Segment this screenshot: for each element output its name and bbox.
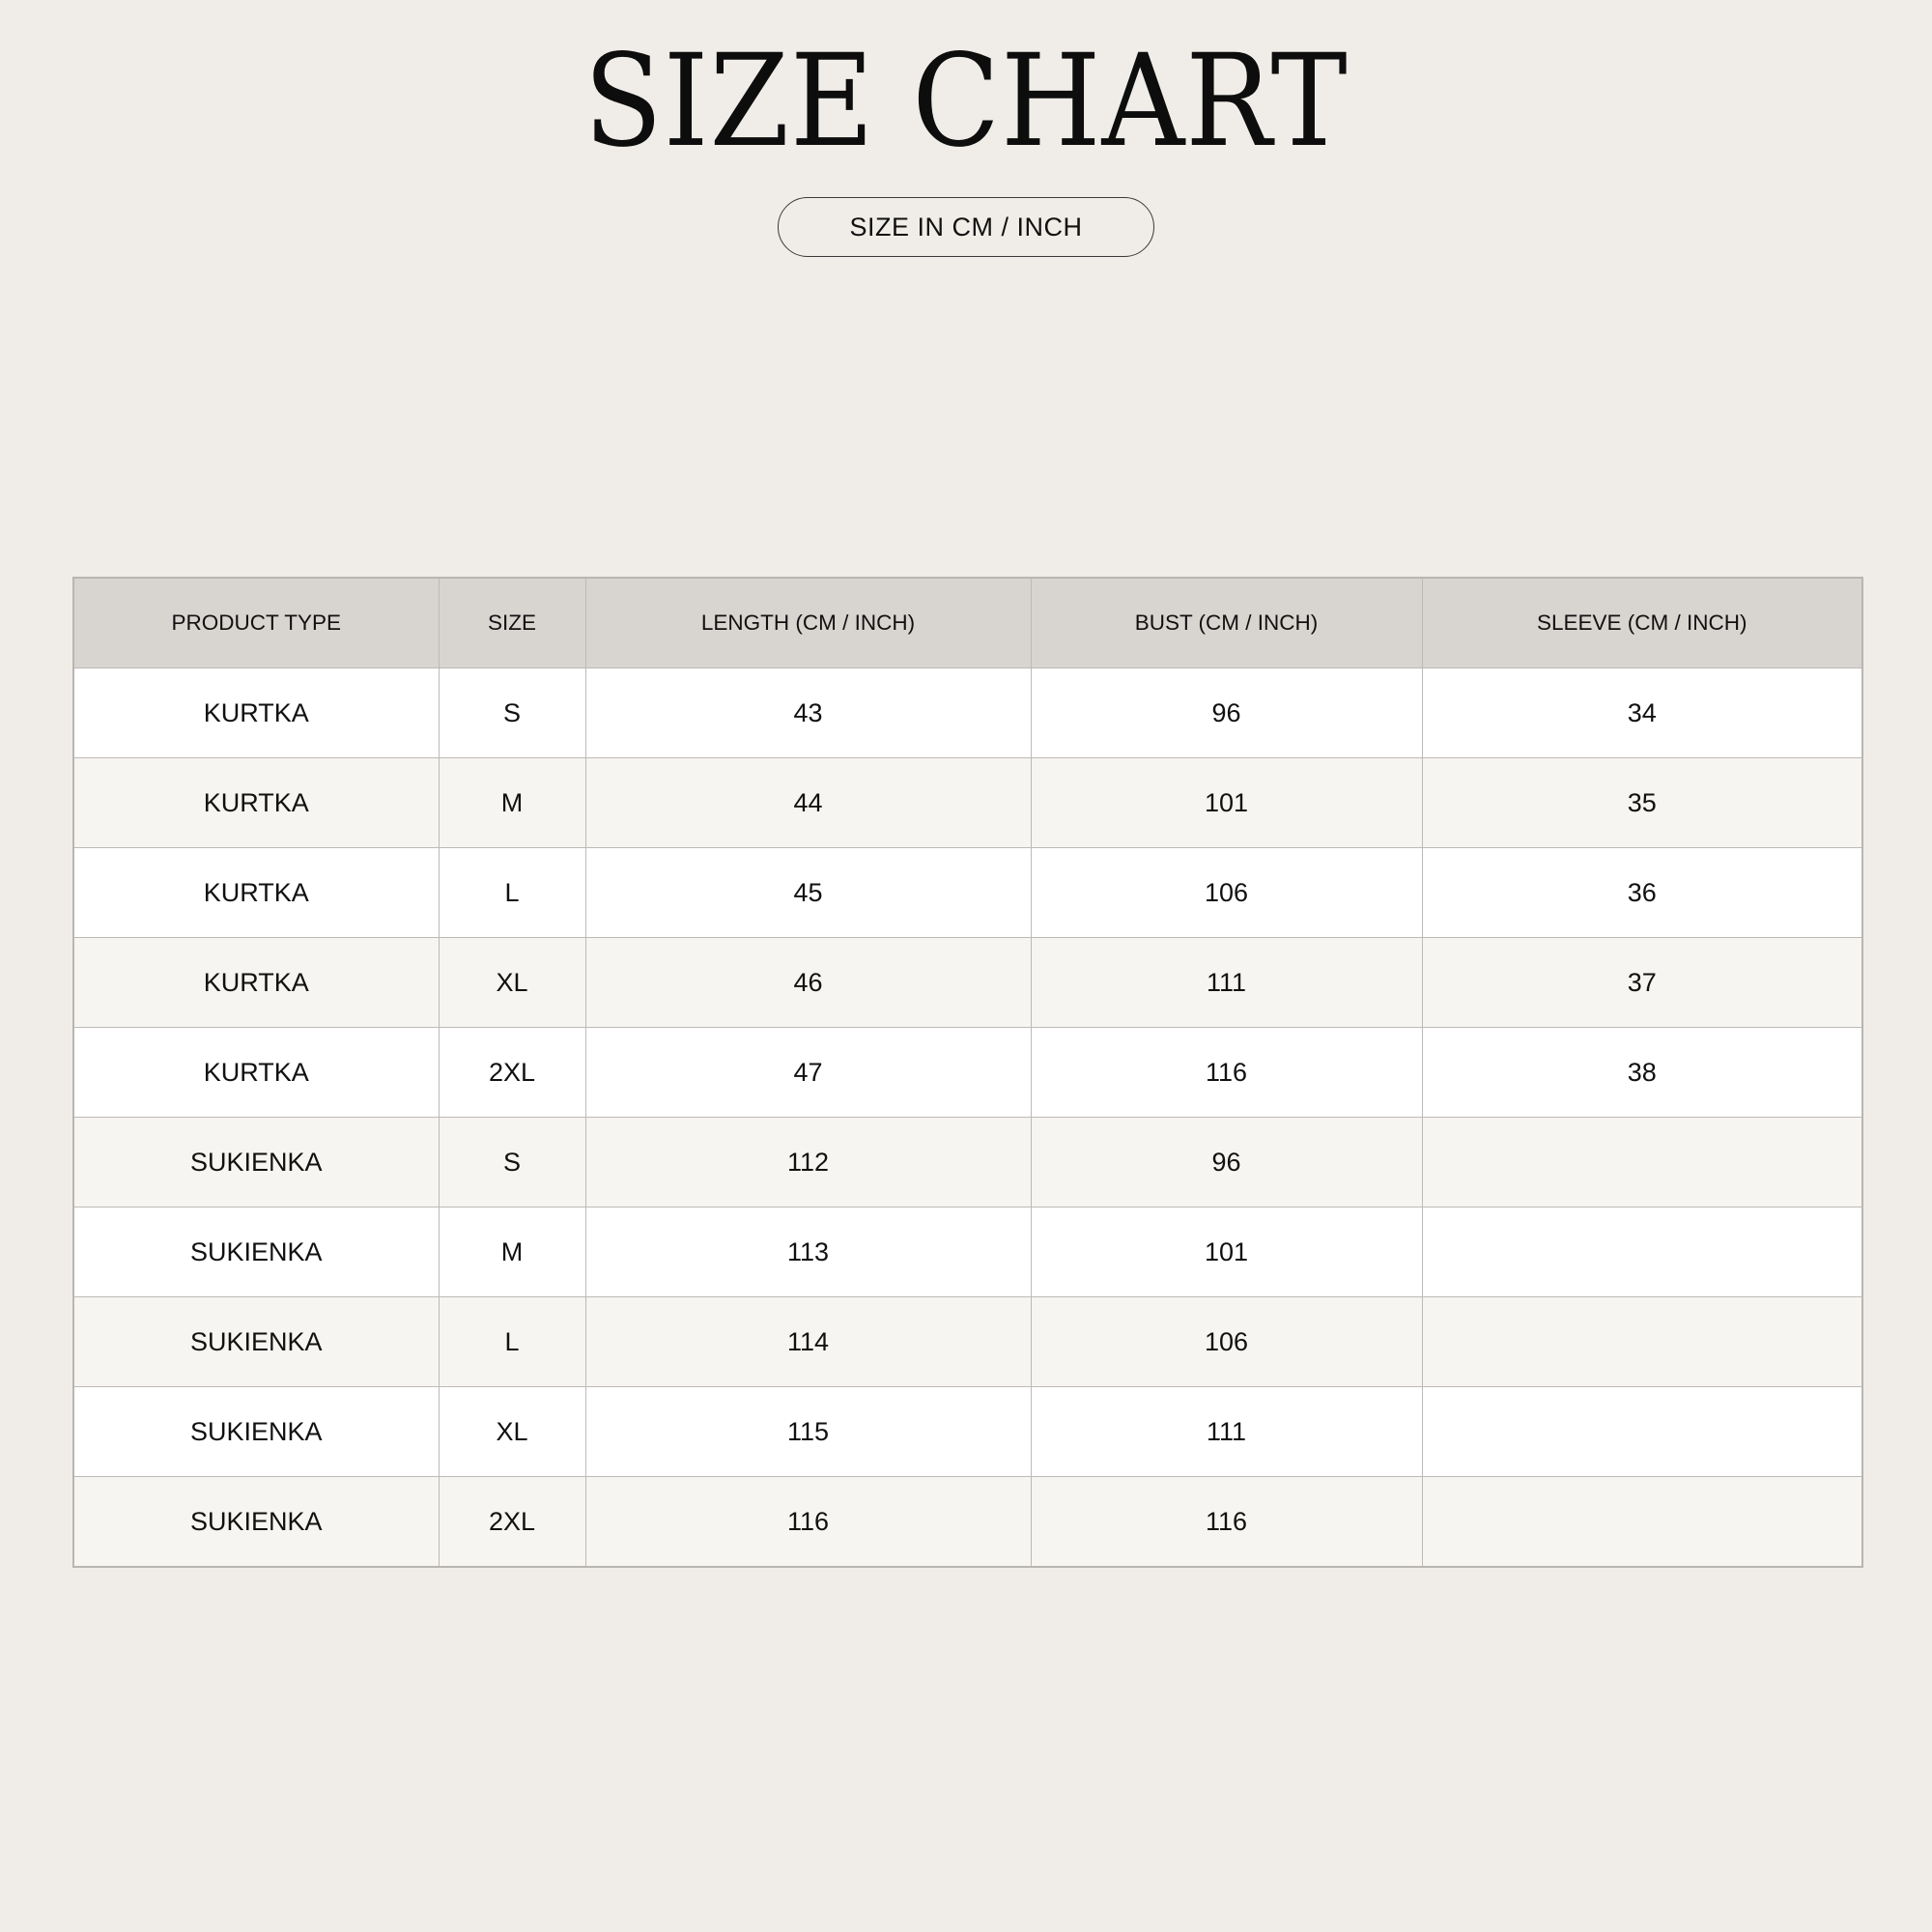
- cell-product-type: KURTKA: [73, 848, 439, 938]
- cell-length: 115: [585, 1387, 1031, 1477]
- cell-length: 47: [585, 1028, 1031, 1118]
- cell-sleeve: [1422, 1118, 1862, 1208]
- cell-product-type: KURTKA: [73, 758, 439, 848]
- cell-size: XL: [439, 1387, 585, 1477]
- cell-length: 112: [585, 1118, 1031, 1208]
- cell-sleeve: [1422, 1297, 1862, 1387]
- cell-product-type: SUKIENKA: [73, 1477, 439, 1568]
- cell-product-type: SUKIENKA: [73, 1118, 439, 1208]
- cell-bust: 116: [1031, 1477, 1422, 1568]
- cell-product-type: SUKIENKA: [73, 1208, 439, 1297]
- cell-length: 46: [585, 938, 1031, 1028]
- table-row: [73, 758, 1862, 848]
- cell-length: 44: [585, 758, 1031, 848]
- table-row: [73, 1208, 1862, 1297]
- table-row: [73, 1477, 1862, 1568]
- cell-sleeve: 38: [1422, 1028, 1862, 1118]
- header-sleeve: SLEEVE (CM / INCH): [1422, 578, 1862, 668]
- cell-bust: 111: [1031, 938, 1422, 1028]
- cell-bust: 96: [1031, 1118, 1422, 1208]
- cell-bust: 101: [1031, 1208, 1422, 1297]
- table-row: [73, 1118, 1862, 1208]
- cell-length: 114: [585, 1297, 1031, 1387]
- cell-bust: 106: [1031, 848, 1422, 938]
- cell-product-type: KURTKA: [73, 1028, 439, 1118]
- table-row: [73, 668, 1862, 758]
- cell-size: L: [439, 848, 585, 938]
- page-title: SIZE CHART: [583, 27, 1349, 176]
- cell-length: 45: [585, 848, 1031, 938]
- cell-sleeve: 37: [1422, 938, 1862, 1028]
- cell-size: L: [439, 1297, 585, 1387]
- table-row: [73, 1297, 1862, 1387]
- size-table: [72, 577, 1863, 1568]
- cell-sleeve: 36: [1422, 848, 1862, 938]
- header-bust: BUST (CM / INCH): [1031, 578, 1422, 668]
- table-row: [73, 1028, 1862, 1118]
- cell-size: S: [439, 1118, 585, 1208]
- header-length: LENGTH (CM / INCH): [585, 578, 1031, 668]
- cell-bust: 96: [1031, 668, 1422, 758]
- table-row: [73, 848, 1862, 938]
- cell-bust: 101: [1031, 758, 1422, 848]
- cell-bust: 111: [1031, 1387, 1422, 1477]
- cell-size: XL: [439, 938, 585, 1028]
- table-header-row: [73, 578, 1862, 668]
- cell-size: M: [439, 758, 585, 848]
- header-size: SIZE: [439, 578, 585, 668]
- table-row: [73, 1387, 1862, 1477]
- cell-product-type: SUKIENKA: [73, 1297, 439, 1387]
- cell-product-type: KURTKA: [73, 668, 439, 758]
- table-row: [73, 938, 1862, 1028]
- cell-size: 2XL: [439, 1028, 585, 1118]
- cell-size: S: [439, 668, 585, 758]
- cell-product-type: SUKIENKA: [73, 1387, 439, 1477]
- cell-bust: 116: [1031, 1028, 1422, 1118]
- cell-length: 43: [585, 668, 1031, 758]
- cell-bust: 106: [1031, 1297, 1422, 1387]
- cell-sleeve: [1422, 1208, 1862, 1297]
- cell-length: 116: [585, 1477, 1031, 1568]
- cell-product-type: KURTKA: [73, 938, 439, 1028]
- cell-sleeve: [1422, 1387, 1862, 1477]
- cell-length: 113: [585, 1208, 1031, 1297]
- cell-size: 2XL: [439, 1477, 585, 1568]
- cell-sleeve: 35: [1422, 758, 1862, 848]
- cell-sleeve: [1422, 1477, 1862, 1568]
- header-product-type: PRODUCT TYPE: [73, 578, 439, 668]
- cell-sleeve: 34: [1422, 668, 1862, 758]
- unit-label-badge: SIZE IN CM / INCH: [778, 197, 1154, 257]
- cell-size: M: [439, 1208, 585, 1297]
